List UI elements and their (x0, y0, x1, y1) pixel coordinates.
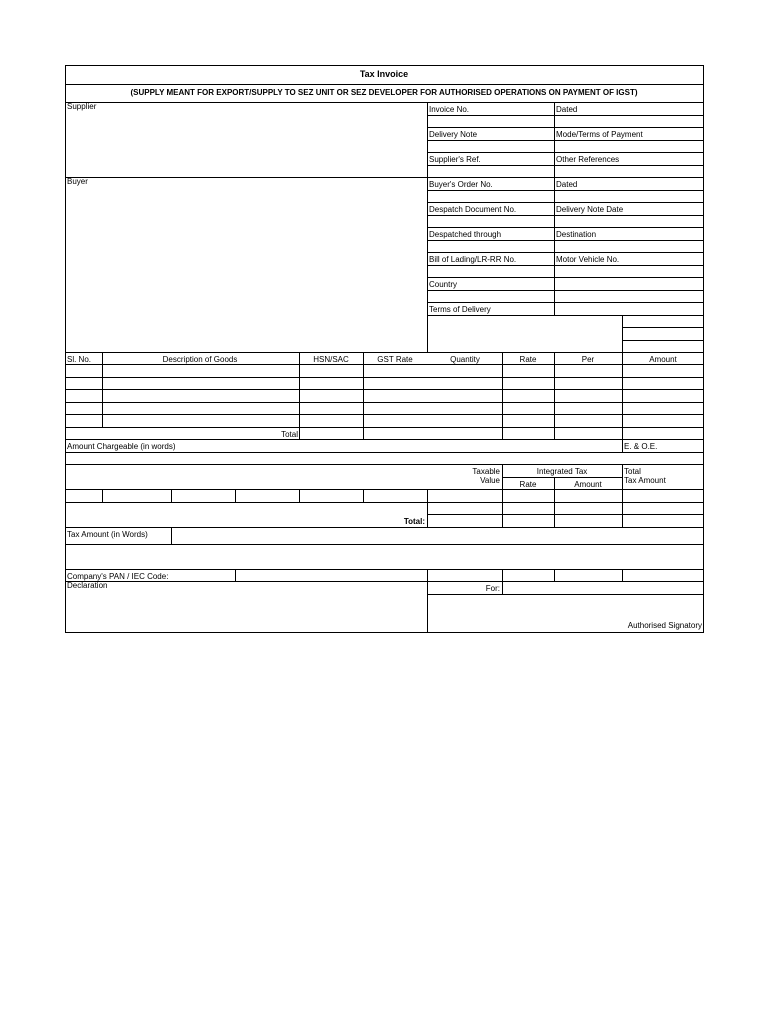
taxable-label-line2: Value (480, 476, 500, 485)
pan-iec-label: Company's PAN / IEC Code: (67, 572, 169, 581)
taxable-label-line1: Taxable (472, 467, 500, 476)
per-header: Per (581, 355, 595, 364)
goods-total-label: Total (281, 430, 298, 439)
tax-amount-words-label: Tax Amount (in Words) (67, 530, 148, 539)
invoice-title: Tax Invoice (359, 69, 409, 79)
description-header: Description of Goods (162, 355, 238, 364)
country-label: Country (429, 280, 458, 289)
buyers-order-no-label: Buyer's Order No. (429, 180, 493, 189)
quantity-header: Quantity (450, 355, 480, 364)
rate-header: Rate (519, 355, 537, 364)
motor-vehicle-no-label: Motor Vehicle No. (556, 255, 620, 264)
eoe-label: E. & O.E. (624, 442, 658, 451)
despatched-through-label: Despatched through (429, 230, 502, 239)
despatch-document-no-label: Despatch Document No. (429, 205, 517, 214)
integrated-tax-header: Integrated Tax (536, 467, 588, 476)
authorised-signatory-label: Authorised Signatory (627, 621, 702, 630)
gst-rate-header: GST Rate (377, 355, 413, 364)
declaration-label: Declaration (67, 581, 108, 590)
amount-header: Amount (649, 355, 677, 364)
suppliers-ref-label: Supplier's Ref. (429, 155, 481, 164)
for-label: For: (485, 584, 500, 593)
dated-label: Dated (556, 105, 578, 114)
tax-total-label: Total: (403, 517, 425, 526)
buyer-label: Buyer (67, 177, 88, 186)
delivery-note-date-label: Delivery Note Date (556, 205, 624, 214)
total-tax-label-line1: Total (624, 467, 641, 476)
destination-label: Destination (556, 230, 597, 239)
hsn-sac-header: HSN/SAC (313, 355, 349, 364)
order-dated-label: Dated (556, 180, 578, 189)
total-tax-label-line2: Tax Amount (624, 476, 666, 485)
tax-rate-header: Rate (519, 480, 537, 489)
delivery-note-label: Delivery Note (429, 130, 478, 139)
amount-chargeable-label: Amount Chargeable (in words) (67, 442, 176, 451)
invoice-subtitle: (SUPPLY MEANT FOR EXPORT/SUPPLY TO SEZ UNIT OR SEZ DEVELOPER FOR AUTHORISED OPERATIONS ON PAYMENT OF IGST) (130, 88, 638, 97)
supplier-label: Supplier (67, 102, 97, 111)
sl-no-header: Sl. No. (67, 355, 92, 364)
other-references-label: Other References (556, 155, 620, 164)
bill-of-lading-label: Bill of Lading/LR-RR No. (429, 255, 517, 264)
invoice-no-label: Invoice No. (429, 105, 470, 114)
mode-terms-payment-label: Mode/Terms of Payment (556, 130, 643, 139)
tax-amount-header: Amount (574, 480, 602, 489)
terms-of-delivery-label: Terms of Delivery (429, 305, 491, 314)
